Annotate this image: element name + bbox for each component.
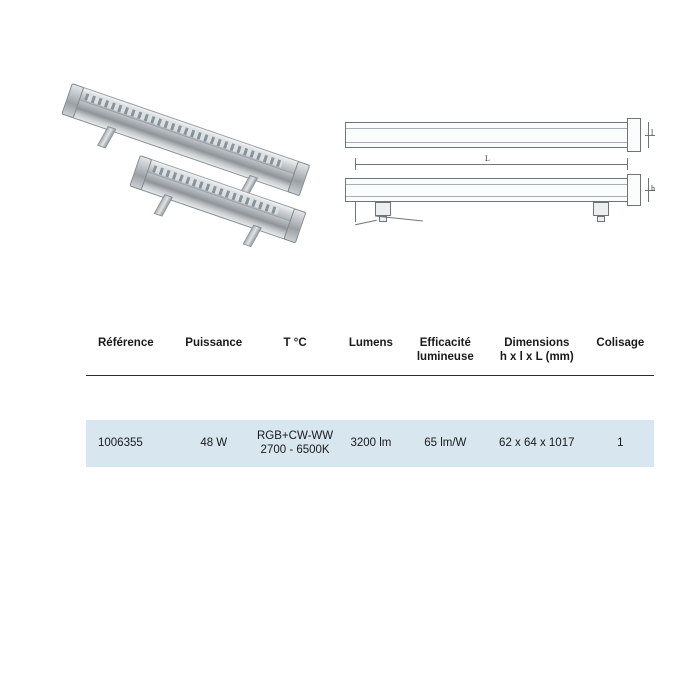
dimension-tick [648, 122, 649, 148]
mounting-bracket [243, 225, 262, 247]
dimension-label-length: L [485, 154, 490, 163]
cell-temperature-line2: 2700 - 6500K [260, 444, 330, 457]
header-efficacy-line2: lumineuse [416, 351, 474, 364]
header-dimensions-line2: h x l x L (mm) [499, 351, 574, 364]
cell-dimensions: 62 x 64 x 1017 [499, 436, 575, 449]
cell-efficacy: 65 lm/W [424, 436, 467, 449]
header-reference: Référence [98, 337, 154, 349]
header-power: Puissance [185, 337, 243, 349]
drawing-side-view [345, 178, 637, 202]
table-spacer-cell [86, 375, 654, 420]
header-efficacy-line1: Efficacité [419, 337, 471, 349]
dimension-label-bottom: h [651, 184, 655, 193]
drawing-end-cap-side [627, 174, 641, 206]
dimension-line-height-top [645, 135, 655, 136]
cell-reference: 1006355 [98, 436, 143, 449]
dimension-tick [355, 158, 356, 170]
mounting-bracket [154, 194, 173, 216]
table-header-row [86, 330, 654, 375]
product-illustrations [0, 60, 700, 240]
cell-temperature [252, 420, 338, 467]
specification-table [86, 330, 654, 467]
drawing-edge-line [346, 184, 636, 185]
cable-lead [355, 220, 377, 226]
table-spacer-row [86, 375, 654, 420]
dimension-line-length [355, 164, 627, 165]
cell-temperature-line1: RGB+CW-WW [257, 429, 334, 442]
drawing-edge-line [346, 128, 636, 129]
header-dimensions [487, 330, 587, 375]
header-lumens: Lumens [348, 337, 393, 349]
cable-drop [355, 202, 356, 222]
bracket-foot [597, 216, 605, 222]
dimension-tick [627, 158, 628, 170]
drawing-top-view [345, 122, 637, 148]
drawing-edge-line [346, 196, 636, 197]
mounting-bracket-drawing [593, 202, 609, 216]
drawing-edge-line [346, 142, 636, 143]
dimension-label-top: l [651, 128, 654, 137]
dimension-tick [648, 178, 649, 202]
technical-drawing [345, 102, 655, 242]
header-temperature: T °C [283, 337, 307, 349]
header-dimensions-line1: Dimensions [504, 337, 570, 349]
cell-power: 48 W [200, 436, 228, 449]
cell-packing: 1 [617, 436, 624, 449]
table-row [86, 420, 654, 467]
drawing-end-cap-top [627, 118, 641, 152]
cell-lumens: 3200 lm [350, 436, 392, 449]
product-photo [70, 78, 340, 238]
header-packing: Colisage [596, 337, 645, 349]
mounting-bracket-drawing [375, 202, 391, 216]
mounting-bracket [97, 126, 116, 148]
header-efficacy [404, 330, 487, 375]
